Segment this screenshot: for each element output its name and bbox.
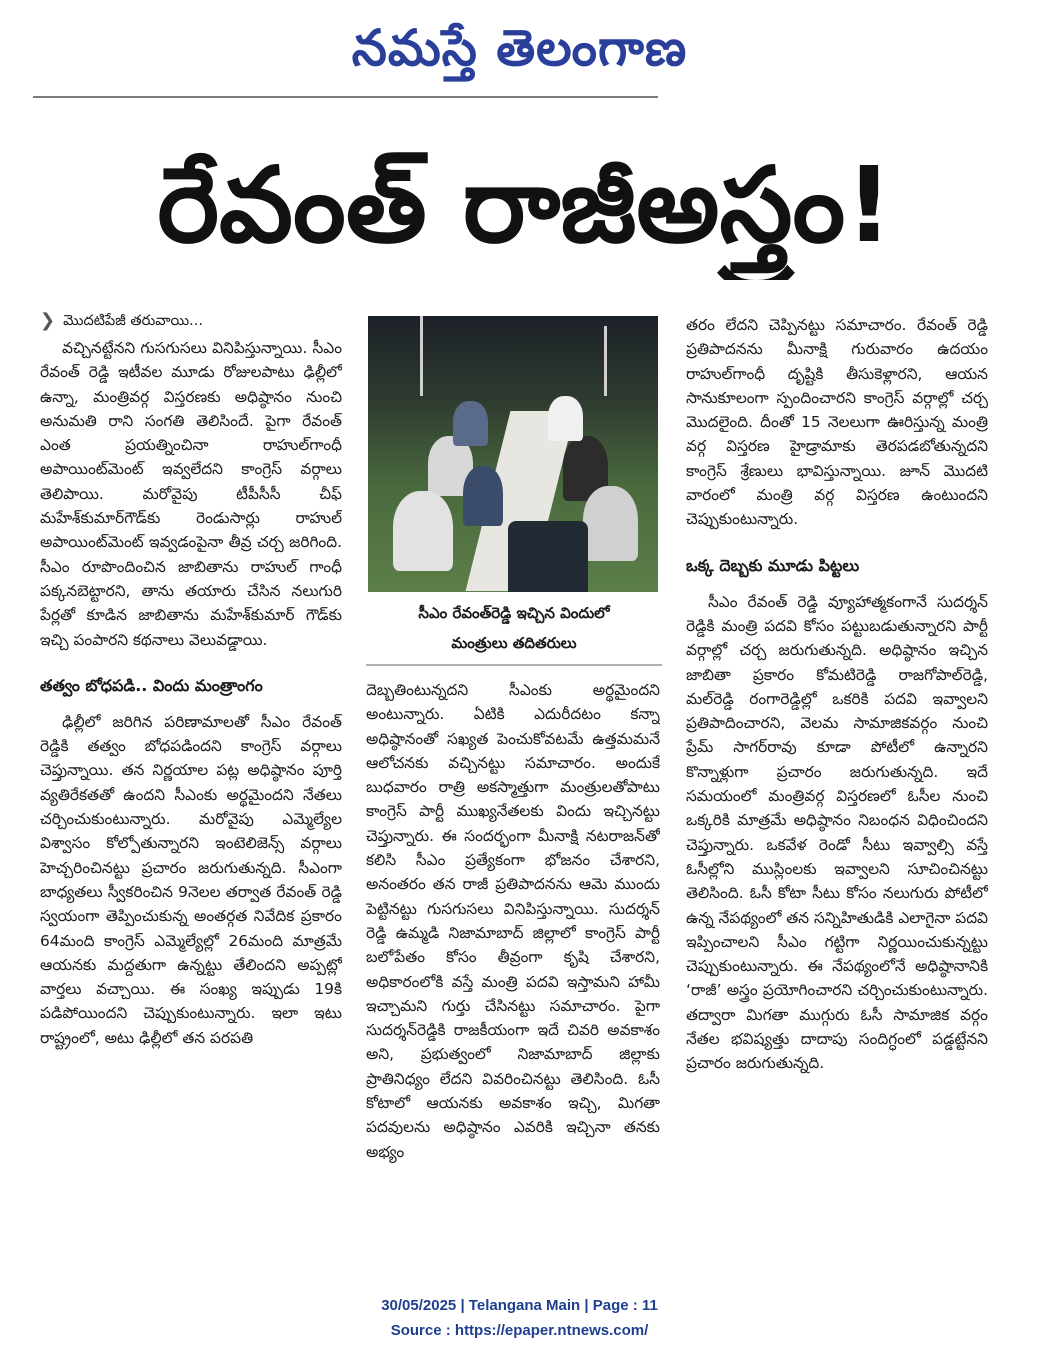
person (583, 486, 638, 561)
footer-source-link[interactable]: Source : https://epaper.ntnews.com/ (390, 1322, 649, 1339)
column2-paragraph-1: దెబ్బతింటున్నదని సీఎంకు అర్థమైందని అంటున్నారు. ఏటికి ఎదురీదటం కన్నా అధిష్ఠానంతో సఖ్యత పెంచుకోవటమే ఉత్తమమనే ఆలోచనకు వచ్చినట్టు సమాచారం. అందుకే బుధవారం రాత్రి అకస్మాత్తుగా మంత్రులతోపాటు కాంగ్రెస్ పార్టీ ముఖ్యనేతలకు విందు ఇచ్చినట్టు చెప్తున్నారు. ఈ సందర్భంగా మీనాక్షి నటరాజన్‌తో కలిసి సీఎం ప్రత్యేకంగా భోజనం చేశారని, అనంతరం తన రాజీ ప్రతిపాదనను ఆమె ముందు పెట్టినట్టు గుసగుసలు వినిపిస్తున్నాయి. సుదర్శన్ రెడ్డి ఉమ్మడి నిజామాబాద్ జిల్లాలో కాంగ్రెస్ పార్టీ బలోపేతం కోసం తీవ్రంగా కృషి చేశారని, అధికారంలోకి వస్తే మంత్రి పదవి ఇస్తామని హామీ ఇచ్చామని గుర్తు చేసినట్టు సమాచారం. పైగా సుదర్శన్‌రెడ్డికి రాజకీయంగా ఇదే చివరి అవకాశం అని, ప్రభుత్వంలో నిజామాబాద్ జిల్లాకు ప్రాతినిధ్యం లేదని వివరించినట్టు తెలిసింది. ఓసీ కోటాలో ఆయనకు అవకాశం ఇచ్చి, మిగతా పదవులను అధిష్ఠానం ఎవరికి ఇచ్చినా తనకు అభ్యం (366, 681, 660, 1161)
continued-label-text: మొదటిపేజీ తరువాయి... (63, 313, 203, 329)
article-column-2 (366, 678, 660, 1255)
lamp-post (420, 316, 423, 396)
person (453, 401, 488, 446)
footer-edition-info: 30/05/2025 | Telangana Main | Page : 11 (381, 1297, 658, 1314)
headline: రేవంత్ రాజీఅస్త్రం! (157, 144, 893, 266)
article-column-3 (686, 313, 988, 1258)
person (393, 491, 453, 571)
dinner-photo (368, 316, 658, 592)
person (463, 466, 503, 526)
column1-paragraph-1: వచ్చినట్టేనని గుసగుసలు వినిపిస్తున్నాయి. సీఎం రేవంత్ రెడ్డి ఇటీవల మూడు రోజులపాటు ఢిల్లీలో ఉన్నా, మంత్రివర్గ విస్తరణకు అధిష్ఠానం నుంచి అనుమతి రాని సంగతి తెలిసిందే. పైగా రేవంత్ ఎంత ప్రయత్నించినా రాహుల్‌గాంధీ అపాయింట్‌మెంట్ ఇవ్వలేదని కాంగ్రెస్ వర్గాలు తెలిపాయి. మరోవైపు టీపీసీసీ చీఫ్ మహేశ్‌కుమార్‌గౌడ్‌కు రెండుసార్లు రాహుల్ అపాయింట్‌మెంట్ ఇవ్వడంపైనా తీవ్ర చర్చ జరిగింది. సీఎం రూపొందించిన జాబితాను రాహుల్ గాంధీ పక్కనబెట్టారని, తాను తయారు చేసిన నలుగురి పేర్లతో కూడిన జాబితాను మహేశ్‌కుమార్ గౌడ్‌కు ఇచ్చి పంపారని కథనాలు వెలువడ్డాయి. (40, 339, 342, 649)
masthead-logo: నమస్తే తెలంగాణ (351, 18, 688, 77)
column1-subhead: తత్వం బోధపడి.. విందు మంత్రాంగం (40, 675, 263, 695)
photo-caption-line-2: మంత్రులు తదితరులు (451, 634, 577, 652)
continued-label (40, 310, 342, 332)
column1-paragraph-2: ఢిల్లీలో జరిగిన పరిణామాలతో సీఎం రేవంత్ రెడ్డికి తత్వం బోధపడిందని కాంగ్రెస్ వర్గాలు చెప్తున్నాయి. తన నిర్ణయాల పట్ల అధిష్ఠానం పూర్తి వ్యతిరేకతతో ఉందని సీఎంకు అర్థమైందని నేతలు చర్చించుకుంటున్నారు. మరోవైపు ఎమ్మెల్యేల విశ్వాసం కోల్పోతున్నారని ఇంటెలిజెన్స్ వర్గాలు హెచ్చరించినట్టు ప్రచారం జరుగుతున్నది. సీఎంగా బాధ్యతలు స్వీకరించిన 9నెలల తర్వాత రేవంత్ రెడ్డి స్వయంగా తెప్పించుకున్న అంతర్గత నివేదిక ప్రకారం 64మంది కాంగ్రెస్ ఎమ్మెల్యేల్లో 26మంది మాత్రమే ఆయనకు మద్దతుగా ఉన్నట్టు తేలిందని అప్పట్లో వార్తలు వచ్చాయి. ఈ సంఖ్య ఇప్పుడు 19కి పడిపోయిందని చెప్పుకుంటున్నారు. ఇలా ఇటు రాష్ట్రంలో, అటు ఢిల్లీలో తన పరపతి (40, 712, 342, 1047)
column3-subhead: ఒక్క దెబ్బకు మూడు పిట్టలు (686, 555, 860, 575)
photo-caption-line-1: సీఎం రేవంత్‌రెడ్డి ఇచ్చిన విందులో (418, 604, 610, 622)
chair (508, 521, 588, 592)
lamp-post (604, 326, 607, 396)
masthead-divider (33, 96, 658, 98)
article-column-1 (40, 310, 342, 1255)
person (548, 396, 583, 441)
chevron-right-icon: ❯ (40, 310, 56, 331)
photo-caption (366, 598, 662, 666)
column3-paragraph-1: తరం లేదని చెప్పినట్టు సమాచారం. రేవంత్ రెడ్డి ప్రతిపాదనను మీనాక్షి గురువారం ఉదయం రాహుల్‌గాంధీ దృష్టికి తీసుకెళ్లారని, ఆయన సానుకూలంగా స్పందించారని కాంగ్రెస్ వర్గాల్లో చర్చ మొదలైంది. దీంతో 15 నెలలుగా ఊరిస్తున్న మంత్రి వర్గ విస్తరణ హైడ్రామాకు తెరపడబోతున్నదని కాంగ్రెస్ శ్రేణులు భావిస్తున్నాయి. జూన్ మొదటి వారంలో మంత్రి వర్గ విస్తరణ ఉంటుందని చెప్పుకుంటున్నారు. (686, 316, 988, 529)
page-footer (0, 1293, 1039, 1343)
column3-paragraph-2: సీఎం రేవంత్ రెడ్డి వ్యూహాత్మకంగానే సుదర్శన్ రెడ్డికి మంత్రి పదవి కోసం పట్టుబడుతున్నారని పార్టీ వర్గాల్లో చర్చ జరుగుతున్నది. అధిష్ఠానం ఇచ్చిన జాబితా ప్రకారం కోమటిరెడ్డి రాజగోపాల్‌రెడ్డి, మల్‌రెడ్డి రంగారెడ్డిల్లో ఒకరికి పదవి ఇవ్వాలని ప్రతిపాదించారని, వెలమ సామాజికవర్గం నుంచి ప్రేమ్ సాగర్‌రావు కూడా పోటీలో ఉన్నారని కొన్నాళ్లుగా ప్రచారం జరుగుతున్నది. ఇదే సమయంలో మంత్రివర్గ విస్తరణలో ఓసీల నుంచి ఒక్కరికి మాత్రమే అధిష్ఠానం నిబంధన విధించిందని చెప్తున్నారు. ఒకవేళ రెండో సీటు ఇవ్వాల్సి వస్తే ఓసీల్లోని ముస్లింలకు ఇవ్వాలని సూచించినట్టు తెలిసింది. ఓసీ కోటా సీటు కోసం నలుగురు పోటీలో ఉన్న నేపథ్యంలో తన సన్నిహితుడికి ఎలాగైనా పదవి ఇప్పించాలని సీఎం గట్టిగా నిర్ణయించుకున్నట్టు చెప్పుకుంటున్నారు. ఈ నేపథ్యంలోనే అధిష్ఠానానికి ‘రాజీ’ అస్త్రం ప్రయోగించారని చర్చించుకుంటున్నారు. తద్వారా మిగతా ముగ్గురు ఓసీ సామాజిక వర్గం నేతల భవిష్యత్తు దాదాపు సందిగ్ధంలో పడ్డట్టేనని ప్రచారం జరుగుతున్నది. (686, 592, 988, 1073)
